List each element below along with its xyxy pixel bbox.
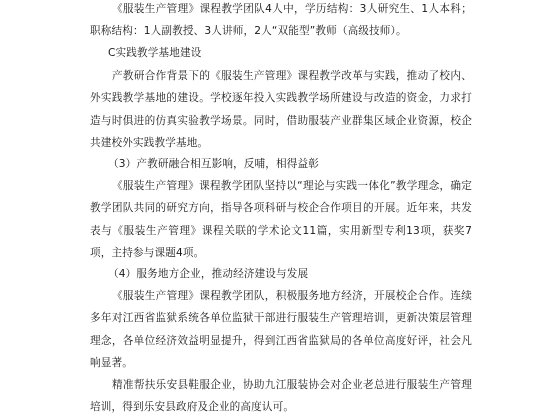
- paragraph-team-structure: 《服装生产管理》课程教学团队4人中，学历结构：3人研究生、1人本科；职称结构：1人副教授、3人讲师，2人“双能型”教师（高级技师）。: [90, 3, 472, 38]
- paragraph-practice-base: 产教研合作背景下的《服装生产管理》课程教学改革与实践，推动了校内、外实践教学基地的建设。学校逐年投入实践教学场所建设与改造的资金，力求打造与时俱进的仿真实验教学场景。同时，借助服装产业群集区域企业资源，校企共建校外实践教学基地。: [90, 70, 472, 150]
- paragraph-research: 《服装生产管理》课程教学团队坚持以“理论与实践一体化”教学理念，确定教学团队共同的研究方向，指导各项科研与校企合作项目的开展。近年来，共发表与《服装生产管理》课程关联的学术论文11篇，实用新型专利13项，获奖7项，主持参与课题4项。: [90, 180, 472, 260]
- heading-local-service: （4）服务地方企业，推动经济建设与发展: [108, 268, 309, 280]
- heading-integration: （3）产教研融合相互影响，反哺，相得益彰: [108, 158, 320, 170]
- paragraph-poverty-aid: 精准帮扶乐安县鞋服企业，协助九江服装协会对企业老总进行服装生产管理培训，得到乐安县政府及企业的高度认可。: [90, 379, 472, 414]
- heading-practice-base: C实践教学基地建设: [108, 47, 202, 59]
- paragraph-local-service: 《服装生产管理》课程教学团队，积极服务地方经济，开展校企合作。连续多年对江西省监狱系统各单位监狱干部进行服装生产管理培训，更新决策层管理理念，各单位经济效益明显提升，得到江西省监狱局的各单位高度好评，社会凡响显著。: [90, 290, 472, 370]
